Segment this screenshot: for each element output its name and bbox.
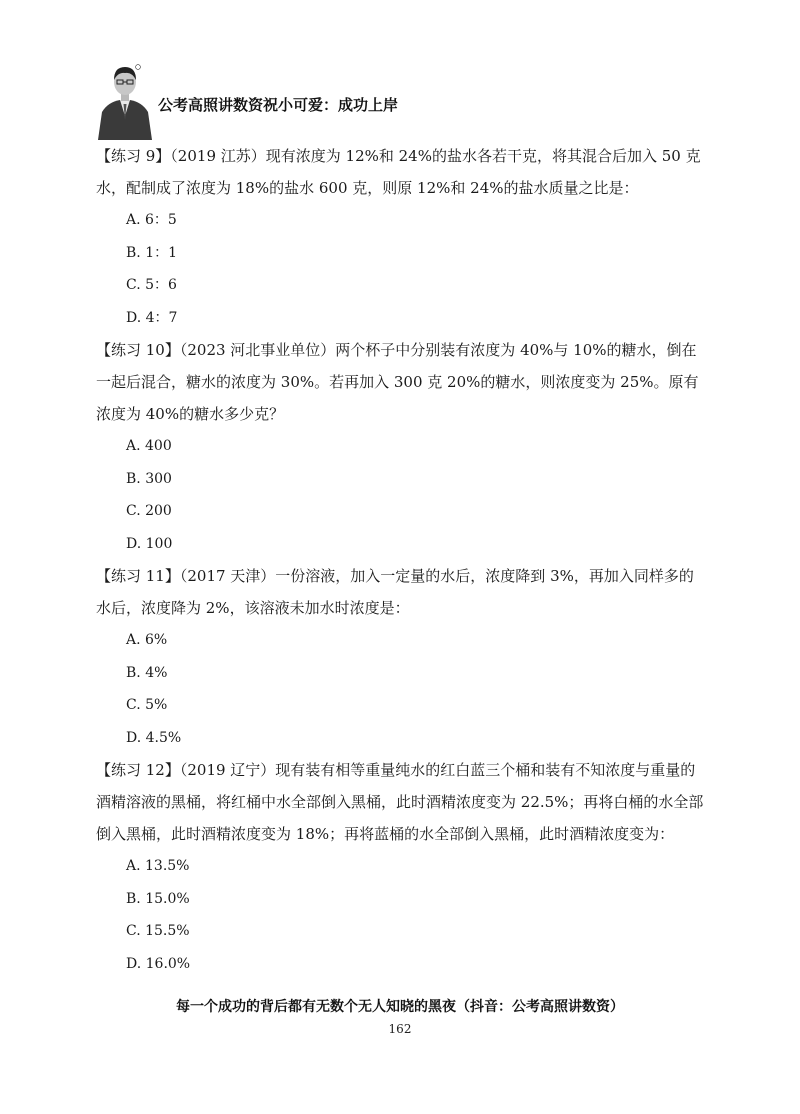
author-avatar	[94, 62, 156, 140]
exercise-11	[96, 560, 704, 754]
option-c: C. 5%	[126, 697, 168, 713]
footer-slogan: 每一个成功的背后都有无数个无人知晓的黑夜（抖音：公考高照讲数资）	[176, 999, 624, 1015]
option-a: A. 6：5	[126, 212, 177, 228]
option-a: A. 6%	[126, 632, 168, 648]
option-a: A. 13.5%	[126, 858, 190, 874]
option-c: C. 5：6	[126, 277, 177, 293]
option-a: A. 400	[126, 438, 172, 454]
exercise-10	[96, 334, 704, 560]
option-d: D. 16.0%	[126, 955, 191, 972]
exercise-9	[96, 140, 704, 334]
option-b: B. 4%	[126, 664, 168, 681]
question-text: 【练习 9】（2019 江苏）现有浓度为 12%和 24%的盐水各若干克，将其混合后加入 50 克水，配制成了浓度为 18%的盐水 600 克，则原 12%和 24%的盐水质量之比是：	[96, 147, 701, 197]
option-c: C. 15.5%	[126, 923, 190, 939]
option-b: B. 1：1	[126, 244, 178, 261]
option-c: C. 200	[126, 503, 172, 519]
option-b: B. 15.0%	[126, 890, 190, 907]
option-d: D. 4.5%	[126, 729, 182, 746]
page-number: 162	[388, 1022, 412, 1036]
option-b: B. 300	[126, 470, 172, 487]
page-header	[94, 62, 694, 142]
option-d: D. 100	[126, 535, 173, 552]
exercise-12	[96, 754, 704, 980]
question-text: 【练习 11】（2017 天津）一份溶液，加入一定量的水后，浓度降到 3%，再加入同样多的水后，浓度降为 2%，该溶液未加水时浓度是：	[96, 567, 694, 617]
question-text: 【练习 12】（2019 辽宁）现有装有相等重量纯水的红白蓝三个桶和装有不知浓度与重量的酒精溶液的黑桶，将红桶中水全部倒入黑桶，此时酒精浓度变为 22.5%；再将白桶的水全部倒入黑桶，此时酒精浓度变为 18%；再将蓝桶的水全部倒入黑桶，此时酒精浓度变为：	[96, 761, 704, 843]
header-title: 公考高照讲数资祝小可爱：成功上岸	[158, 96, 399, 114]
question-text: 【练习 10】（2023 河北事业单位）两个杯子中分别装有浓度为 40%与 10%的糖水，倒在一起后混合，糖水的浓度为 30%。若再加入 300 克 20%的糖水，则浓度变为 25%。原有浓度为 40%的糖水多少克？	[96, 341, 699, 423]
exercise-list	[96, 140, 704, 980]
option-d: D. 4：7	[126, 309, 178, 326]
